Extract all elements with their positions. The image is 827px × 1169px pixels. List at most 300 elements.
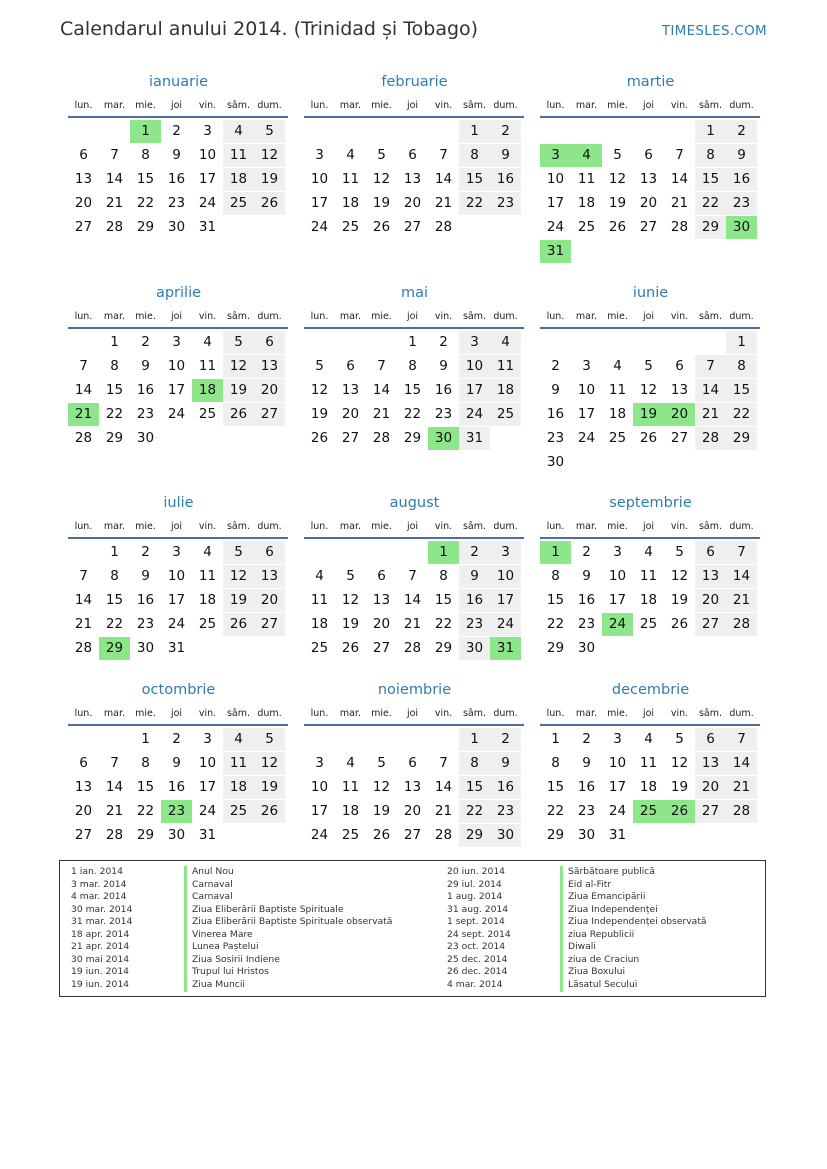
day-cell: 31 bbox=[198, 219, 217, 235]
legend-date: 30 mar. 2014 bbox=[71, 903, 133, 915]
day-cell: 6 bbox=[254, 541, 285, 564]
day-cell: 29 bbox=[136, 219, 155, 235]
legend-date: 19 iun. 2014 bbox=[71, 966, 130, 977]
day-cell: 26 bbox=[372, 827, 391, 843]
day-cell: 7 bbox=[408, 568, 417, 584]
day-cell: 27 bbox=[254, 403, 285, 426]
day-cell: 15 bbox=[105, 382, 124, 398]
day-cell: 25 bbox=[490, 403, 521, 426]
weekday-header: lun. bbox=[546, 100, 565, 111]
weekday-header: vin. bbox=[198, 521, 217, 532]
day-cell: 23 bbox=[136, 616, 155, 632]
day-cell: 25 bbox=[198, 406, 217, 422]
weekday-header: mie. bbox=[607, 311, 628, 322]
day-cell: 5 bbox=[644, 358, 653, 374]
day-cell: 8 bbox=[408, 358, 417, 374]
day-cell: 18 bbox=[310, 616, 329, 632]
day-cell: 1 bbox=[726, 331, 757, 354]
weekday-header: dum. bbox=[493, 311, 518, 322]
day-cell: 18 bbox=[192, 379, 223, 402]
day-cell: 27 bbox=[372, 640, 391, 656]
legend-date: 1 aug. 2014 bbox=[447, 891, 503, 902]
weekday-header: mie. bbox=[371, 311, 392, 322]
day-cell: 20 bbox=[403, 803, 422, 819]
day-cell: 14 bbox=[726, 565, 757, 588]
day-cell: 18 bbox=[341, 195, 360, 211]
day-cell: 29 bbox=[695, 216, 726, 239]
weekday-header: dum. bbox=[257, 100, 282, 111]
day-cell: 21 bbox=[695, 403, 726, 426]
month-divider bbox=[540, 116, 760, 118]
month-divider bbox=[68, 327, 288, 329]
day-cell: 18 bbox=[608, 406, 627, 422]
day-cell: 31 bbox=[198, 827, 217, 843]
legend-holiday-name: Diwali bbox=[568, 941, 596, 952]
day-cell: 18 bbox=[639, 779, 658, 795]
day-cell: 7 bbox=[726, 728, 757, 751]
day-cell: 28 bbox=[726, 800, 757, 823]
day-cell: 15 bbox=[434, 592, 453, 608]
day-cell: 12 bbox=[372, 779, 391, 795]
day-cell: 15 bbox=[136, 779, 155, 795]
day-cell: 17 bbox=[490, 589, 521, 612]
legend-holiday-name: Ziua Muncii bbox=[192, 978, 245, 990]
weekday-header: mie. bbox=[135, 100, 156, 111]
day-cell: 9 bbox=[726, 144, 757, 167]
day-cell: 6 bbox=[675, 358, 684, 374]
day-cell: 17 bbox=[167, 592, 186, 608]
legend-bar bbox=[184, 866, 187, 992]
day-cell: 14 bbox=[74, 382, 93, 398]
day-cell: 23 bbox=[459, 613, 490, 636]
day-cell: 26 bbox=[310, 430, 329, 446]
legend-holiday-name: Carnaval bbox=[192, 878, 233, 890]
day-cell: 23 bbox=[726, 192, 757, 215]
weekday-header: joi bbox=[406, 100, 419, 111]
day-cell: 21 bbox=[670, 195, 689, 211]
day-cell: 26 bbox=[608, 219, 627, 235]
day-cell: 1 bbox=[110, 334, 119, 350]
day-cell: 26 bbox=[639, 430, 658, 446]
day-cell: 16 bbox=[167, 171, 186, 187]
month-divider bbox=[540, 327, 760, 329]
day-cell: 15 bbox=[136, 171, 155, 187]
weekday-header: mar. bbox=[103, 100, 126, 111]
weekday-header: sâm. bbox=[462, 311, 487, 322]
weekday-header: joi bbox=[642, 100, 655, 111]
day-cell: 14 bbox=[403, 592, 422, 608]
weekday-header: joi bbox=[642, 521, 655, 532]
month-name: aprilie bbox=[155, 285, 202, 301]
day-cell: 11 bbox=[198, 568, 217, 584]
day-cell: 20 bbox=[341, 406, 360, 422]
day-cell: 3 bbox=[203, 123, 212, 139]
day-cell: 9 bbox=[141, 568, 150, 584]
day-cell: 8 bbox=[695, 144, 726, 167]
day-cell: 4 bbox=[644, 731, 653, 747]
day-cell: 5 bbox=[223, 331, 254, 354]
month-martie bbox=[539, 74, 762, 264]
day-cell: 19 bbox=[341, 616, 360, 632]
day-cell: 31 bbox=[490, 637, 521, 660]
weekday-header: sâm. bbox=[226, 100, 251, 111]
day-cell: 3 bbox=[172, 544, 181, 560]
day-cell: 18 bbox=[639, 592, 658, 608]
day-cell: 12 bbox=[310, 382, 329, 398]
weekday-header: vin. bbox=[670, 521, 689, 532]
weekday-header: lun. bbox=[310, 521, 329, 532]
day-cell: 15 bbox=[459, 776, 490, 799]
day-cell: 21 bbox=[105, 803, 124, 819]
day-cell: 19 bbox=[372, 803, 391, 819]
day-cell: 27 bbox=[695, 800, 726, 823]
month-name: decembrie bbox=[611, 682, 690, 698]
legend-holiday-name: ziua de Craciun bbox=[568, 953, 640, 965]
day-cell: 18 bbox=[341, 803, 360, 819]
day-cell: 23 bbox=[167, 195, 186, 211]
weekday-header: vin. bbox=[198, 708, 217, 719]
day-cell: 8 bbox=[726, 355, 757, 378]
day-cell: 10 bbox=[608, 568, 627, 584]
weekday-header: mar. bbox=[103, 311, 126, 322]
month-name: martie bbox=[626, 74, 675, 90]
day-cell: 16 bbox=[459, 589, 490, 612]
weekday-header: vin. bbox=[434, 100, 453, 111]
weekday-header: sâm. bbox=[462, 100, 487, 111]
weekday-header: joi bbox=[406, 311, 419, 322]
day-cell: 1 bbox=[428, 541, 459, 564]
weekday-header: dum. bbox=[729, 708, 754, 719]
day-cell: 12 bbox=[254, 144, 285, 167]
day-cell: 10 bbox=[198, 147, 217, 163]
month-ianuarie bbox=[67, 74, 290, 264]
day-cell: 14 bbox=[434, 171, 453, 187]
day-cell: 29 bbox=[459, 824, 490, 847]
day-cell: 6 bbox=[695, 728, 726, 751]
day-cell: 15 bbox=[695, 168, 726, 191]
month-august bbox=[303, 495, 526, 685]
day-cell: 4 bbox=[315, 568, 324, 584]
day-cell: 13 bbox=[74, 779, 93, 795]
day-cell: 21 bbox=[726, 776, 757, 799]
day-cell: 5 bbox=[346, 568, 355, 584]
page-title: Calendarul anului 2014. (Trinidad și Tobago) bbox=[60, 18, 479, 40]
month-noiembrie bbox=[303, 682, 526, 872]
day-cell: 22 bbox=[105, 616, 124, 632]
day-cell: 6 bbox=[408, 147, 417, 163]
day-cell: 8 bbox=[551, 568, 560, 584]
weekday-header: joi bbox=[170, 100, 183, 111]
day-cell: 1 bbox=[459, 728, 490, 751]
brand-link[interactable]: TIMESLES.COM bbox=[661, 23, 767, 39]
day-cell: 23 bbox=[577, 803, 596, 819]
weekday-header: vin. bbox=[198, 311, 217, 322]
day-cell: 8 bbox=[141, 755, 150, 771]
day-cell: 3 bbox=[540, 144, 571, 167]
day-cell: 13 bbox=[695, 565, 726, 588]
day-cell: 19 bbox=[670, 592, 689, 608]
day-cell: 13 bbox=[74, 171, 93, 187]
day-cell: 14 bbox=[105, 171, 124, 187]
day-cell: 9 bbox=[172, 147, 181, 163]
legend-holiday-name: Lăsatul Secului bbox=[568, 978, 638, 990]
day-cell: 16 bbox=[577, 779, 596, 795]
day-cell: 27 bbox=[670, 430, 689, 446]
day-cell: 20 bbox=[639, 195, 658, 211]
day-cell: 4 bbox=[223, 728, 254, 751]
day-cell: 12 bbox=[608, 171, 627, 187]
day-cell: 21 bbox=[105, 195, 124, 211]
day-cell: 16 bbox=[490, 776, 521, 799]
weekday-header: mar. bbox=[339, 100, 362, 111]
day-cell: 14 bbox=[372, 382, 391, 398]
day-cell: 17 bbox=[198, 171, 217, 187]
holiday-legend bbox=[59, 860, 766, 997]
day-cell: 20 bbox=[695, 589, 726, 612]
day-cell: 6 bbox=[346, 358, 355, 374]
day-cell: 1 bbox=[110, 544, 119, 560]
day-cell: 29 bbox=[136, 827, 155, 843]
day-cell: 24 bbox=[198, 803, 217, 819]
day-cell: 25 bbox=[223, 192, 254, 215]
month-name: octombrie bbox=[141, 682, 216, 698]
day-cell: 29 bbox=[546, 827, 565, 843]
day-cell: 31 bbox=[608, 827, 627, 843]
day-cell: 28 bbox=[105, 219, 124, 235]
day-cell: 2 bbox=[172, 731, 181, 747]
day-cell: 2 bbox=[490, 728, 521, 751]
day-cell: 25 bbox=[310, 640, 329, 656]
day-cell: 13 bbox=[403, 779, 422, 795]
day-cell: 9 bbox=[582, 755, 591, 771]
day-cell: 12 bbox=[372, 171, 391, 187]
day-cell: 1 bbox=[551, 731, 560, 747]
day-cell: 30 bbox=[577, 827, 596, 843]
day-cell: 9 bbox=[582, 568, 591, 584]
legend-date: 1 sept. 2014 bbox=[447, 916, 505, 927]
day-cell: 3 bbox=[315, 755, 324, 771]
day-cell: 13 bbox=[254, 565, 285, 588]
day-cell: 16 bbox=[136, 382, 155, 398]
weekday-header: dum. bbox=[493, 708, 518, 719]
day-cell: 28 bbox=[74, 640, 93, 656]
legend-holiday-name: Ziua Emancipării bbox=[568, 891, 646, 902]
weekday-header: mar. bbox=[575, 311, 598, 322]
month-septembrie bbox=[539, 495, 762, 685]
month-mai bbox=[303, 285, 526, 475]
day-cell: 29 bbox=[99, 637, 130, 660]
weekday-header: dum. bbox=[729, 521, 754, 532]
day-cell: 18 bbox=[223, 776, 254, 799]
legend-holiday-name: ziua Republicii bbox=[568, 928, 635, 940]
month-divider bbox=[540, 724, 760, 726]
day-cell: 7 bbox=[79, 358, 88, 374]
day-cell: 23 bbox=[490, 192, 521, 215]
legend-holiday-name: Eid al-Fitr bbox=[568, 878, 612, 890]
day-cell: 25 bbox=[223, 800, 254, 823]
day-cell: 17 bbox=[546, 195, 565, 211]
day-cell: 26 bbox=[223, 613, 254, 636]
day-cell: 28 bbox=[726, 613, 757, 636]
day-cell: 25 bbox=[341, 219, 360, 235]
day-cell: 17 bbox=[310, 195, 329, 211]
weekday-header: sâm. bbox=[698, 521, 723, 532]
day-cell: 6 bbox=[408, 755, 417, 771]
day-cell: 20 bbox=[664, 403, 695, 426]
day-cell: 19 bbox=[670, 779, 689, 795]
day-cell: 28 bbox=[105, 827, 124, 843]
day-cell: 7 bbox=[110, 755, 119, 771]
day-cell: 20 bbox=[254, 589, 285, 612]
weekday-header: lun. bbox=[546, 521, 565, 532]
legend-date: 4 mar. 2014 bbox=[447, 978, 503, 990]
day-cell: 8 bbox=[551, 755, 560, 771]
day-cell: 25 bbox=[198, 616, 217, 632]
day-cell: 23 bbox=[490, 800, 521, 823]
day-cell: 2 bbox=[439, 334, 448, 350]
weekday-header: dum. bbox=[257, 708, 282, 719]
month-divider bbox=[304, 724, 524, 726]
day-cell: 12 bbox=[254, 752, 285, 775]
day-cell: 5 bbox=[675, 544, 684, 560]
day-cell: 8 bbox=[439, 568, 448, 584]
weekday-header: dum. bbox=[729, 100, 754, 111]
day-cell: 17 bbox=[608, 779, 627, 795]
day-cell: 12 bbox=[670, 568, 689, 584]
legend-bar bbox=[560, 866, 563, 992]
weekday-header: dum. bbox=[493, 100, 518, 111]
day-cell: 9 bbox=[459, 565, 490, 588]
day-cell: 17 bbox=[198, 779, 217, 795]
day-cell: 16 bbox=[167, 779, 186, 795]
day-cell: 3 bbox=[172, 334, 181, 350]
day-cell: 30 bbox=[167, 827, 186, 843]
day-cell: 16 bbox=[546, 406, 565, 422]
weekday-header: mie. bbox=[371, 521, 392, 532]
day-cell: 21 bbox=[434, 803, 453, 819]
legend-date: 29 iul. 2014 bbox=[447, 878, 502, 890]
weekday-header: sâm. bbox=[698, 311, 723, 322]
day-cell: 7 bbox=[439, 147, 448, 163]
legend-holiday-name: Trupul lui Hristos bbox=[192, 966, 269, 977]
day-cell: 9 bbox=[551, 382, 560, 398]
legend-right-dates bbox=[447, 866, 511, 991]
day-cell: 20 bbox=[74, 195, 93, 211]
day-cell: 11 bbox=[639, 568, 658, 584]
day-cell: 31 bbox=[167, 640, 186, 656]
day-cell: 30 bbox=[546, 454, 565, 470]
legend-holiday-name: Ziua Eliberării Baptiste Spirituale bbox=[192, 903, 344, 915]
day-cell: 1 bbox=[695, 120, 726, 143]
day-cell: 10 bbox=[198, 755, 217, 771]
day-cell: 13 bbox=[341, 382, 360, 398]
day-cell: 27 bbox=[695, 613, 726, 636]
weekday-header: sâm. bbox=[226, 708, 251, 719]
day-cell: 5 bbox=[613, 147, 622, 163]
day-cell: 11 bbox=[223, 144, 254, 167]
month-octombrie bbox=[67, 682, 290, 872]
month-name: iulie bbox=[163, 495, 194, 511]
day-cell: 12 bbox=[223, 355, 254, 378]
day-cell: 7 bbox=[439, 755, 448, 771]
day-cell: 22 bbox=[459, 800, 490, 823]
day-cell: 23 bbox=[546, 430, 565, 446]
day-cell: 3 bbox=[613, 731, 622, 747]
day-cell: 22 bbox=[546, 803, 565, 819]
weekday-header: lun. bbox=[310, 708, 329, 719]
weekday-header: lun. bbox=[310, 100, 329, 111]
day-cell: 6 bbox=[254, 331, 285, 354]
day-cell: 2 bbox=[490, 120, 521, 143]
day-cell: 18 bbox=[577, 195, 596, 211]
day-cell: 24 bbox=[167, 406, 186, 422]
weekday-header: mie. bbox=[135, 521, 156, 532]
day-cell: 11 bbox=[639, 755, 658, 771]
legend-right-names bbox=[568, 866, 707, 991]
day-cell: 28 bbox=[434, 827, 453, 843]
day-cell: 13 bbox=[372, 592, 391, 608]
day-cell: 2 bbox=[726, 120, 757, 143]
weekday-header: mar. bbox=[575, 708, 598, 719]
day-cell: 3 bbox=[459, 331, 490, 354]
day-cell: 22 bbox=[459, 192, 490, 215]
day-cell: 28 bbox=[372, 430, 391, 446]
weekday-header: mie. bbox=[607, 521, 628, 532]
day-cell: 4 bbox=[203, 334, 212, 350]
day-cell: 5 bbox=[223, 541, 254, 564]
day-cell: 22 bbox=[105, 406, 124, 422]
day-cell: 1 bbox=[141, 731, 150, 747]
day-cell: 2 bbox=[582, 544, 591, 560]
legend-date: 31 aug. 2014 bbox=[447, 903, 509, 915]
day-cell: 11 bbox=[341, 171, 360, 187]
legend-holiday-name: Ziua Eliberării Baptiste Spirituale observată bbox=[192, 916, 393, 927]
day-cell: 4 bbox=[346, 147, 355, 163]
legend-left-dates bbox=[71, 866, 132, 991]
day-cell: 24 bbox=[310, 827, 329, 843]
day-cell: 8 bbox=[110, 358, 119, 374]
day-cell: 12 bbox=[670, 755, 689, 771]
day-cell: 13 bbox=[670, 382, 689, 398]
day-cell: 16 bbox=[726, 168, 757, 191]
day-cell: 21 bbox=[434, 195, 453, 211]
day-cell: 4 bbox=[346, 755, 355, 771]
weekday-header: mar. bbox=[103, 521, 126, 532]
weekday-header: joi bbox=[406, 708, 419, 719]
day-cell: 29 bbox=[434, 640, 453, 656]
weekday-header: mar. bbox=[339, 521, 362, 532]
legend-holiday-name: Ziua Boxului bbox=[568, 966, 626, 977]
weekday-header: dum. bbox=[257, 311, 282, 322]
weekday-header: lun. bbox=[74, 311, 93, 322]
day-cell: 3 bbox=[582, 358, 591, 374]
month-name: noiembrie bbox=[377, 682, 452, 698]
day-cell: 2 bbox=[141, 544, 150, 560]
month-divider bbox=[68, 724, 288, 726]
weekday-header: sâm. bbox=[226, 521, 251, 532]
month-iulie bbox=[67, 495, 290, 685]
day-cell: 24 bbox=[490, 613, 521, 636]
weekday-header: lun. bbox=[74, 100, 93, 111]
day-cell: 16 bbox=[577, 592, 596, 608]
day-cell: 21 bbox=[74, 616, 93, 632]
weekday-header: mar. bbox=[339, 311, 362, 322]
day-cell: 27 bbox=[74, 827, 93, 843]
day-cell: 9 bbox=[490, 752, 521, 775]
day-cell: 22 bbox=[136, 803, 155, 819]
day-cell: 23 bbox=[577, 616, 596, 632]
day-cell: 30 bbox=[136, 640, 155, 656]
